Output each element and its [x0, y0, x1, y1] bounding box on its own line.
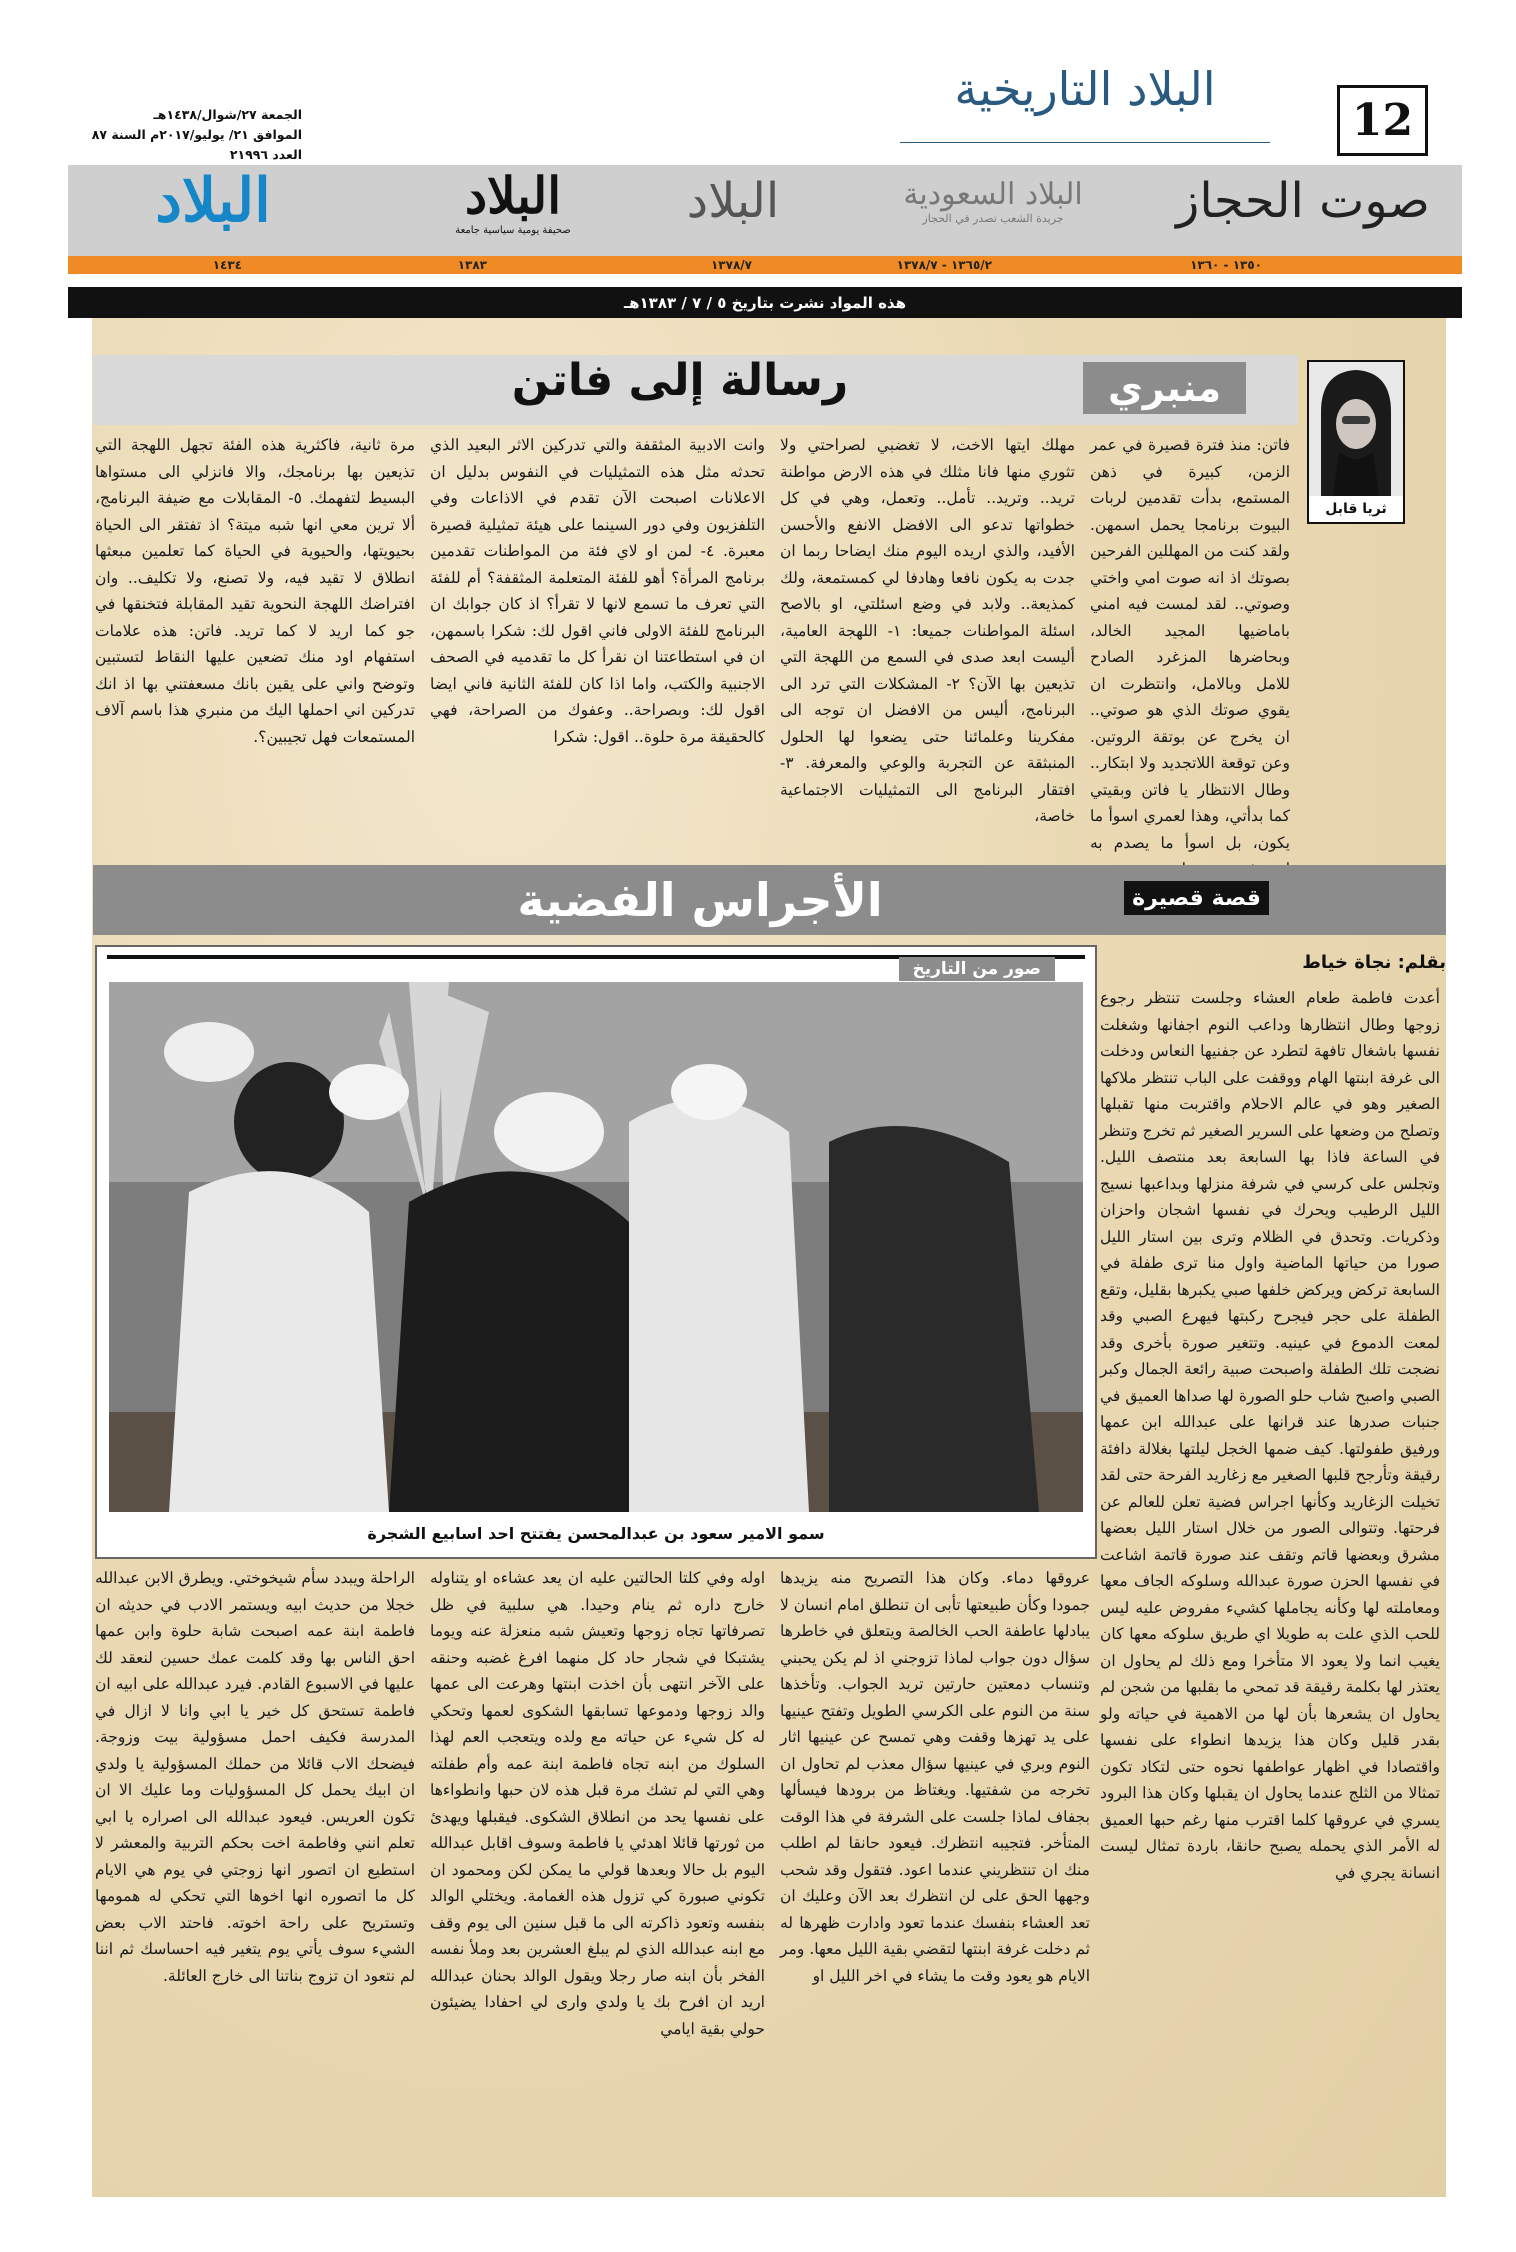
story-column-bottom-3-text: الراحلة ويبدد سأم شيخوختي. ويطرق الابن عبدالله خجلا من حديث ابيه ويستمر الادب في حديثه ان فاطمة ابنة عمه اصبحت شابة حلوة وابن عمها احق الناس بها وقد كلمت عمك حسين لنعقد لك عليها في الاسبوع القادم. فيرد عبدالله على ابيه ان فاطمة تستحق كل خير يا ابي وانا لا ازال في المدرسة فكيف احمل مسؤولية بيت وزوجة. فيضحك الاب قائلا من حملك المسؤولية يا ولدي ان ابيك يحمل كل المسؤوليات وما عليك الا ان تكون العريس. فيعود عبدالله الى اصراره يا ابي تعلم انني وفاطمة اخت بحكم التربية والمعشر لا استطيع ان اتصور انها زوجتي في يوم هي الايام كل ما اتصوره انها اخوها التي تحكي له همومها وتستريح على راحة اخوته. فاحتد الاب بعض الشيء سوف يأتي يوم يتغير فيه احساسك ثم اننا لم نتعود ان تزوج بناتنا الى خارج العائلة. [95, 1569, 415, 1985]
article2-title: الأجراس الفضية [517, 873, 883, 927]
article1-column-2-text: مهلك ايتها الاخت، لا تغضبي لصراحتي ولا تثوري منها فانا مثلك في هذه الارض مواطنة تريد.. وتريد.. تأمل.. وتعمل، وهي في كل خطواتها تدعو الى الافضل الانفع والأحسن الأفيد، والذي اريده اليوم منك ايضاحا ربما ان جدت به يكون نافعا وهادفا لي كمستمعة، ولك كمذيعة.. ولابد في وضع اسئلتي، او بالاصح اسئلة المواطنات جميعا: ١- اللهجة العامية، أليست ابعد صدى في السمع من اللهجة التي تذيعين بها الآن؟ ٢- المشكلات التي ترد الى البرنامج، أليس من الافضل ان توجه الى مفكرينا وعلمائنا حتى يضعوا لها الحلول المنبثقة عن التجربة والوعي والمعرفة. ٣- افتقار البرنامج الى التمثيليات الاجتماعية خاصة، [780, 436, 1076, 825]
years-3: ١٣٨٣ [457, 258, 487, 272]
article1-column-1-text: فاتن: منذ فترة قصيرة في عمر الزمن، كبيرة في ذهن المستمع، بدأت تقدمين لربات البيوت برنامجا يحمل اسمهن. ولقد كنت من المهللين الفرحين بصوتك اذ انه صوت امي واختي وصوتي.. لقد لمست فيه امني باماضيها المجيد الخالد، وبحاضرها المزغرد الصادح للامل وبالامل، وانتظرت ان يقوي صوتك الذي هو صوتي.. ان يخرج عن بوتقة الروتين. وعن توقعة اللاتجديد ولا ابتكار.. وطال الانتظار يا فاتن وبقيتي كما بدأتي، وهذا لعمري اسوأ ما يكون، بل اسوأ ما يصدم به [1090, 436, 1290, 852]
story-column-bottom-1-text: عروقها دماء. وكان هذا التصريح منه يزيدها جمودا وكأن طبيعتها تأبى ان تنطلق امام انسان لا يبادلها عاطفة الحب الخالصة ويتعلق في خاطرها سؤال دون جواب لماذا تزوجني اذ لم يكن يحبني وتنساب دمعتين حارتين تريد الجواب. وتأخذها سنة من النوم على الكرسي الطويل وتفتح عينيها على يد تهزها وقفت وهي تمسح عن عينيها اثار النوم وبري في عينيها سؤال معذب لم تحاول ان تخرجه من شفتيها. ويغتاظ من برودها فيسألها بجفاف لماذا جلست على الشرفة في هذا الوقت المتأخر. فتجيبه انتظرك. فيعود حانقا لم اطلب منك ان تنتظريني عندما اعود. فتقول وقد شحب وجهها الحق على لن انتظرك بعد الآن وعليك ان تعد العشاء بنفسك عندما تعود وادارت ظهرها له ثم دخلت غرفة ابنتها لتقضي بقية الليل معها. ومر الايام هو يعود وقت ما يشاء في اخر الليل او [780, 1569, 1090, 1985]
masthead-subtitle: جريدة الشعب تصدر في الحجاز [922, 212, 1064, 225]
masthead-strip [68, 165, 1462, 256]
photo-caption: سمو الامير سعود بن عبدالمحسن يفتتح احد اسابيع الشجرة [367, 1524, 825, 1543]
story-column-bottom-2 [430, 1565, 765, 2185]
byline: بقلم: نجاة خياط [1302, 952, 1446, 973]
masthead-albilad-alsaudia [858, 171, 1128, 231]
years-4: ١٤٣٤ [212, 258, 242, 272]
article1-column-4 [95, 432, 415, 852]
column-label: منبري [1083, 362, 1246, 414]
years-0: ١٣٥٠ - ١٣٦٠ [1190, 258, 1262, 272]
date-line-1: الجمعة ٢٧/شوال/١٤٣٨هـ [153, 107, 302, 122]
masthead-subtitle: صحيفة يومية سياسية جامعة [455, 225, 571, 236]
publish-note: هذه المواد نشرت بتاريخ ٥ / ٧ / ١٣٨٣هـ [68, 287, 1462, 318]
story-column-right-text: أعدت فاطمة طعام العشاء وجلست تنتظر رجوع زوجها وطال انتظارها وداعب النوم اجفانها وشغلت نفسها باشغال تافهة لتطرد عن جفنيها النعاس ودخلت الى غرفة ابنتها الهام ووقفت على الباب تنتظر ملاكها الصغير وهو في عالم الاحلام واقتربت منها تقبلها وتصلح من وضعها على السرير الصغير ثم تخرج وتنظر في الساعة فاذا بها السابعة بعد منتصف الليل. وتجلس على كرسي في شرفة منزلها وبداعبها نسيج الليل الرطيب ويحرك في نفسها اشجان واحزان وذكريات. وتحدق في الظلام وترى بين استار الليل صورا من حياتها الماضية واول منا ترى طفلة في السابعة تركض ويركض خلفها صبي يكبرها بقليل، وتقع الطفلة على حجر فيجرح ركبتها فيهرع الصبي وقد لمعت الدموع في عينيه. وتتغير صورة بأخرى وقد نضجت تلك الطفلة واصبحت صبية رائعة الجمال وكبر الصبي واصبح شاب حلو الصورة لها صداها العميق في جنبات صدرها عند قرانها على عبدالله ابن عمها ورفيق طفولتها. كيف ضمها الخجل ليلتها بغلالة دافئة رقيقة وتأرجح قلبها الصغير مع زغاريد الفرحة حتى لقد تخيلت الزغاريد وكأنها اجراس فضية تعلن للعالم عن فرحتها. وتتوالى الصور من خلال استار الليل بعضها مشرق وبعضها قاتم وتقف عند صورة قاتمة اشاعت في نفسها الحزن صورة عبدالله وسلوكه الجاف معها ومعاملته لها وكأنه يجاملها كشيء مفروض عليه ليس للحب الذي علت به طويلا اي طريق سلوكه معها كان يغيب انما ولا يعود الا متأخرا ومع ذلك لم يحاول ان يعتذر لها بكلمة رقيقة قد تمحي ما بقلبها من شجن لم يحاول ان يشعرها بأن لها من الاهمية في حياته ولو بقدر قليل وكان هذا يزيدها انطواء على نفسها واقتصادا في اظهار عواطفها نحوه حتى لتكاد تكون تمثالا من الثلج عندما يحاول ان يقبلها وكان هذا البرود يسري في عروقها كلما اقترب منها رغم حبها العميق له الأمر الذي يحمله يصبح حانقا، باردة تمثال ليست انسانة يجري في [1100, 989, 1440, 1882]
masthead-albilad-1383 [398, 166, 628, 236]
page-number: 12 [1337, 85, 1428, 156]
story-column-bottom-2-text: اوله وفي كلتا الحالتين عليه ان يعد عشاءه او يتناوله خارج داره ثم ينام وحيدا. هي سلبية في ظل تصرفاتها تجاه زوجها وتعيش شبه منعزلة عنه ويوما يشتبكا في شجار حاد كل منهما افرغ غضبه وحنقه على الآخر انتهى بأن اخذت ابنتها وهرعت الى عمها والد زوجها ودموعها تسابقها الشكوى لعمها وتحكي له كل شيء عن حياته مع ولده ويتعجب العم لهذا السلوك من ابنه تجاه فاطمة ابنة عمه وأم طفلته وهي التي لم تشك مرة قبل هذه لان حبها وانطواءها على نفسها يحد من انطلاق الشكوى. فيقبلها ويهدئ من ثورتها قائلا اهدئي يا فاطمة وسوف اقابل عبدالله اليوم بل حالا وبعدها قولي ما يمكن لكن ومحمود ان تكوني صبورة كي تزول هذه الغمامة. ويختلي الوالد بنفسه وتعود ذاكرته الى ما قبل سنين الى يوم وقف مع ابنه عبدالله الذي لم يبلغ العشرين بعد وملأ نفسه الفخر بأن ابنه صار رجلا ويقول الوالد بحنان عبدالله اريد ان افرح بك يا ولدي وارى لي احفادا يضيئون حولي بقية ايامي [430, 1569, 765, 2038]
masthead-sawt-alhijaz: صوت الحجاز [1176, 173, 1430, 229]
section-title: البلاد التاريخية [900, 62, 1270, 143]
masthead-albilad-current: البلاد [155, 167, 271, 234]
years-1: ١٣٦٥/٢ - ١٣٧٨/٧ [896, 258, 992, 272]
article1-column-3 [430, 432, 765, 852]
masthead-albilad-1378: البلاد [686, 173, 780, 229]
story-column-right [1100, 985, 1440, 2185]
article1-column-1 [1090, 432, 1290, 852]
photo-header [107, 955, 1085, 981]
article1-title: رسالة إلى فاتن [511, 355, 849, 406]
historical-photo [109, 982, 1083, 1512]
years-2: ١٣٧٨/٧ [710, 258, 752, 272]
masthead-name: البلاد [464, 166, 562, 225]
photo-box [95, 945, 1097, 1559]
story-column-bottom-1 [780, 1565, 1090, 2185]
photo-header-label: صور من التاريخ [899, 957, 1056, 981]
article1-column-2 [780, 432, 1075, 852]
article1-column-4-text: مرة ثانية، فاكثرية هذه الفئة تجهل اللهجة التي تذيعين بها برنامجك، والا فانزلي الى مستواها البسيط لتفهمك. ٥- المقابلات مع ضيفة البرنامج، ألا ترين معي انها شبه ميتة؟ اذ تفتقر الى الحياة بحيويتها، والحيوية في الحياة كما تعلمين مبعثها انطلاق لا تقيد فيه، ولا تصنع، ولا تكليف.. وان افتراضك اللهجة النحوية تقيد المقابلة فتخنقها في جو كما اريد لا كما تريد. فاتن: هذه علامات استفهام اود منك تضعين عليها النقاط لتستبين وتوضح واني على يقين بانك مسعفتني بها اذ انك تدركين اني احملها اليك من منبري هذا باسم آلاف المستمعات فهل تجيبين؟. [95, 436, 415, 746]
story-column-bottom-3 [95, 1565, 415, 2185]
story-label: قصة قصيرة [1124, 881, 1269, 915]
date-line-2: الموافق ٢١/ يوليو/٢٠١٧م السنة ٨٧ العدد ٢١٩٩٦ [91, 127, 302, 162]
author-name: ثريا قابل [1309, 496, 1403, 522]
masthead-name: البلاد السعودية [903, 177, 1083, 212]
author-portrait [1307, 360, 1405, 524]
article1-column-3-text: وانت الادبية المثقفة والتي تدركين الاثر البعيد الذي تحدثه مثل هذه التمثيليات في النفوس بدليل ان الاعلانات اصبحت الآن تقدم في الاذاعات وفي التلفزيون وفي دور السينما على هيئة تمثيلية قصيرة معبرة. ٤- لمن او لاي فئة من المواطنات تقدمين برنامج المرأة؟ أهو للفئة المتعلمة المثقفة؟ أم للفئة التي تعرف ما تسمع لانها لا تقرأ؟ اذ كان جوابك ان البرنامج للفئة الاولى فاني اقول لك: شكرا باسمهن، ان في استطاعتنا ان نقرأ كل ما تقدميه في الصحف الاجنبية والكتب، واما اذا كان للفئة الثانية فاني ايضا اقول لك: وبصراحة.. وعفوك من الصراحة، فهي كالحقيقة مرة حلوة.. اقول: شكرا [430, 436, 765, 746]
masthead-years-bar [68, 256, 1462, 274]
photo-illustration [109, 982, 1083, 1512]
dateline [62, 105, 302, 165]
portrait-image [1309, 362, 1403, 496]
